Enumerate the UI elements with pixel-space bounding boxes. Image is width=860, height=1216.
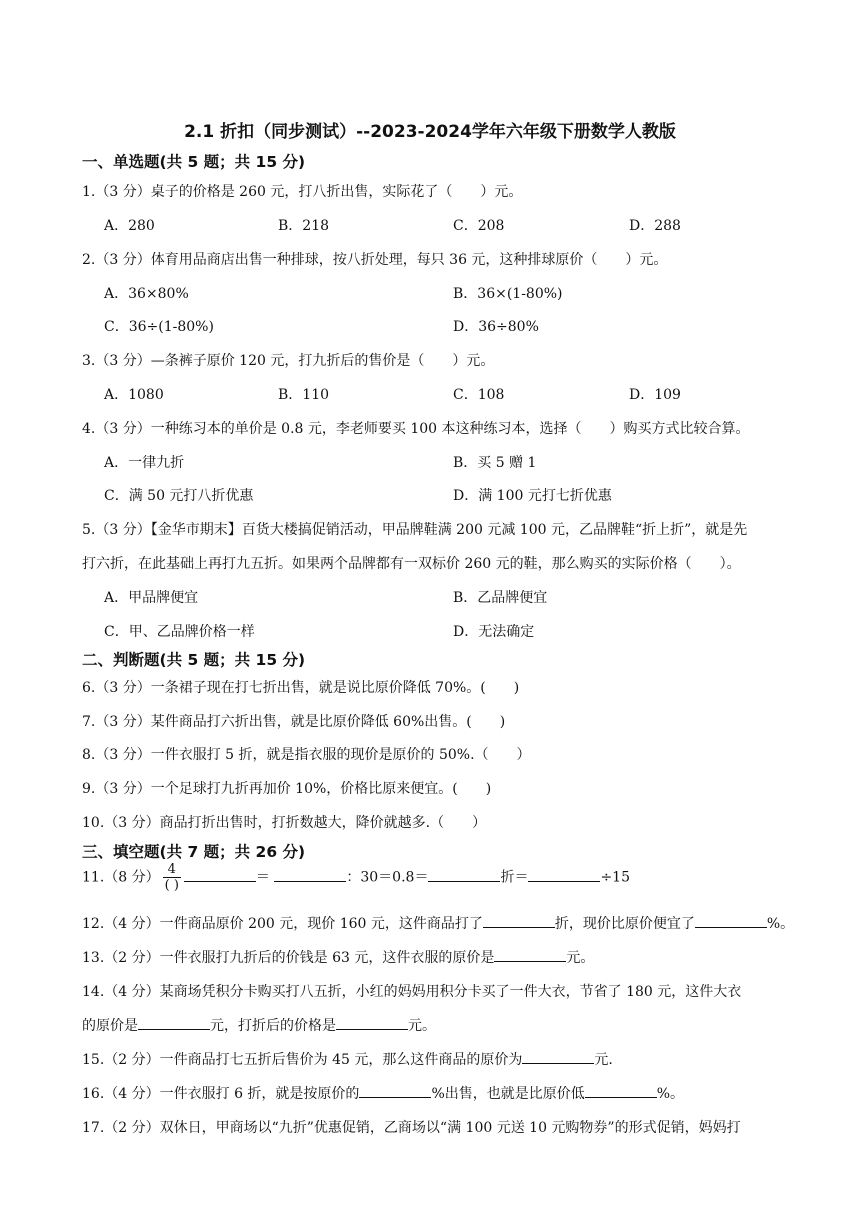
q4-option-c: C．满 50 元打八折优惠 [104,488,254,504]
answer-blank[interactable] [138,1015,210,1030]
q1-option-a: A．280 [104,218,155,234]
section-heading-single-choice: 一、单选题(共 5 题；共 15 分) [82,153,306,171]
q15-text-2: 元. [594,1052,613,1068]
page-title: 2.1 折扣（同步测试）--2023-2024学年六年级下册数学人教版 [184,122,676,142]
answer-blank[interactable] [184,867,256,882]
answer-blank[interactable] [494,947,566,962]
q3-option-a: A．1080 [104,387,164,403]
question-13 [82,947,822,967]
question-15 [82,1049,822,1069]
question-8: 8.（3 分）一件衣服打 5 折，就是指衣服的现价是原价的 50%.（ ） [82,747,531,763]
question-14-line-1: 14.（4 分）某商场凭积分卡购买打八五折，小红的妈妈用积分卡买了一件大衣，节省了 180 元，这件大衣 [82,984,742,1000]
answer-blank[interactable] [428,867,500,882]
q14-text-1: 的原价是 [82,1018,138,1034]
q11-denominator: ( ) [164,878,179,893]
q11-text-2: ：30＝0.8＝ [346,869,429,886]
answer-blank[interactable] [695,913,767,928]
q11-numerator: 4 [163,862,181,878]
q5-option-c: C．甲、乙品牌价格一样 [104,624,255,640]
question-5-line-1: 5.（3 分）【金华市期末】百货大楼搞促销活动，甲品牌鞋满 200 元减 100 元，乙品牌鞋“折上折”，就是先 [82,522,748,538]
q3-option-c: C．108 [453,387,505,403]
question-1: 1.（3 分）桌子的价格是 260 元，打八折出售，实际花了（ ）元。 [82,184,523,200]
q4-option-d: D．满 100 元打七折优惠 [453,488,612,504]
question-3: 3.（3 分）—条裤子原价 120 元，打九折后的售价是（ ）元。 [82,353,495,369]
q5-option-a: A．甲品牌便宜 [104,590,199,606]
answer-blank[interactable] [274,867,346,882]
q1-option-b: B．218 [278,218,330,234]
section-heading-true-false: 二、判断题(共 5 题；共 15 分) [82,651,306,669]
q5-option-d: D．无法确定 [453,624,535,640]
question-12 [82,913,822,933]
question-7: 7.（3 分）某件商品打六折出售，就是比原价降低 60%出售。( ) [82,714,506,730]
q2-option-a: A．36×80% [104,286,189,302]
question-5-line-2: 打六折，在此基础上再打九五折。如果两个品牌都有一双标价 260 元的鞋，那么购买的实际价格（ ）。 [82,556,741,572]
q15-text-1: 15.（2 分）一件商品打七五折后售价为 45 元，那么这件商品的原价为 [82,1052,523,1068]
q1-option-d: D．288 [629,218,681,234]
q12-text-3: %。 [766,916,795,932]
q5-option-b: B．乙品牌便宜 [453,590,548,606]
question-2: 2.（3 分）体育用品商店出售一种排球，按八折处理，每只 36 元，这种排球原价（ ）元。 [82,252,668,268]
section-heading-fill-in: 三、填空题(共 7 题；共 26 分) [82,843,306,861]
question-9: 9.（3 分）一个足球打九折再加价 10%，价格比原来便宜。( ) [82,781,492,797]
answer-blank[interactable] [336,1015,408,1030]
q2-option-b: B．36×(1-80%) [453,286,563,302]
q11-text-4: ÷15 [600,869,630,886]
question-4: 4.（3 分）一种练习本的单价是 0.8 元，李老师要买 100 本这种练习本，选择（ ）购买方式比较合算。 [82,421,750,437]
answer-blank[interactable] [528,867,600,882]
answer-blank[interactable] [483,913,555,928]
q11-prefix: 11.（8 分） [82,869,160,886]
q2-option-c: C．36÷(1-80%) [104,319,214,335]
question-10: 10.（3 分）商品打折出售时，打折数越大，降价就越多.（ ） [82,815,487,831]
q3-option-d: D．109 [629,387,681,403]
q1-option-c: C．208 [453,218,505,234]
q2-option-d: D．36÷80% [453,319,539,335]
q11-fraction [163,862,181,893]
question-11 [82,862,822,893]
q12-text-1: 12.（4 分）一件商品原价 200 元，现价 160 元，这件商品打了 [82,916,483,932]
q16-text-3: %。 [656,1086,685,1102]
answer-blank[interactable] [522,1049,594,1064]
q14-text-3: 元。 [408,1018,436,1034]
q11-text-3: 折＝ [500,869,529,886]
question-17: 17.（2 分）双休日，甲商场以“九折”优惠促销，乙商场以“满 100 元送 10 元购物券”的形式促销，妈妈打 [82,1120,741,1136]
question-16 [82,1083,822,1103]
q13-text-1: 13.（2 分）一件衣服打九折后的价钱是 63 元，这件衣服的原价是 [82,950,495,966]
q4-option-b: B．买 5 赠 1 [453,455,537,471]
q3-option-b: B．110 [278,387,330,403]
question-6: 6.（3 分）一条裙子现在打七折出售，就是说比原价降低 70%。( ) [82,680,520,696]
q16-text-1: 16.（4 分）一件衣服打 6 折，就是按原价的 [82,1086,360,1102]
q13-text-2: 元。 [566,950,595,966]
q16-text-2: %出售，也就是比原价低 [431,1086,585,1102]
question-14-line-2 [82,1015,822,1035]
answer-blank[interactable] [359,1083,431,1098]
q11-text-1: ＝ [255,869,270,886]
q14-text-2: 元，打折后的价格是 [210,1018,336,1034]
answer-blank[interactable] [585,1083,657,1098]
q12-text-2: 折，现价比原价便宜了 [554,916,695,932]
q4-option-a: A．一律九折 [104,455,185,471]
